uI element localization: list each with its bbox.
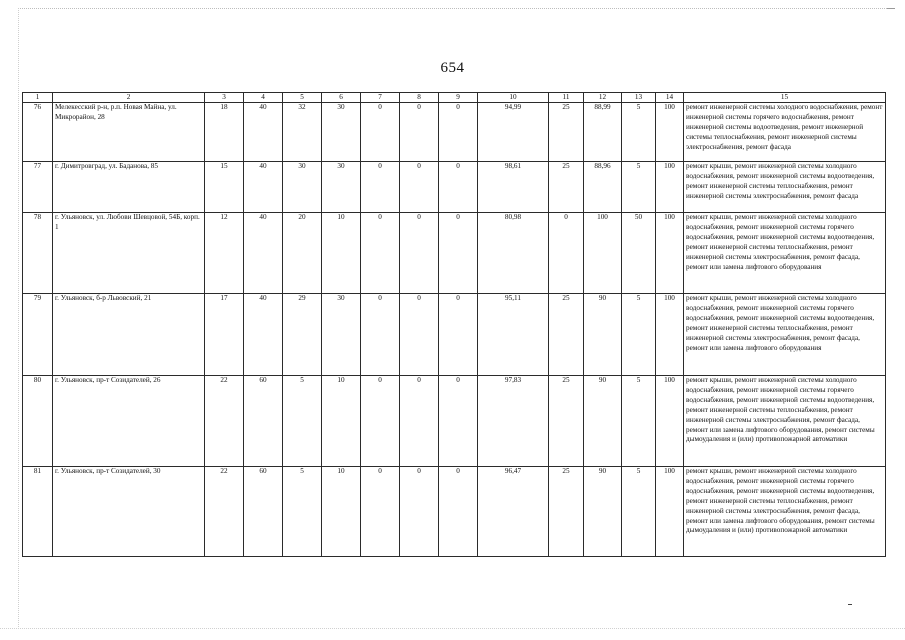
- table-cell: 100: [656, 103, 684, 162]
- table-row: [23, 294, 886, 376]
- table-cell: 20: [283, 213, 322, 294]
- table-cell: 30: [283, 162, 322, 213]
- table-cell: 60: [244, 467, 283, 557]
- table-cell: 88,96: [584, 162, 622, 213]
- column-header: 6: [322, 93, 361, 103]
- table-cell: 100: [656, 213, 684, 294]
- table-cell: 22: [205, 467, 244, 557]
- table-cell: 60: [244, 376, 283, 467]
- table-cell: 17: [205, 294, 244, 376]
- table-cell: 5: [622, 294, 656, 376]
- table-cell: 90: [584, 294, 622, 376]
- table-cell: 15: [205, 162, 244, 213]
- table-cell: 25: [549, 103, 584, 162]
- repair-works-cell: ремонт крыши, ремонт инженерной системы холодного водоснабжения, ремонт инженерной системы горячего водоснабжения, ремонт инженерной системы водоотведения, ремонт инженерной системы теплоснабжения, ремонт инженерной системы электроснабжения, ремонт фасада, ремонт или замена лифтового оборудования, ремонт системы дымоудаления и (или) противопожарной автоматики: [684, 376, 886, 467]
- table-cell: 10: [322, 213, 361, 294]
- address-cell: г. Димитровград, ул. Баданова, 85: [53, 162, 205, 213]
- table-cell: 0: [439, 376, 478, 467]
- row-number-cell: 76: [23, 103, 53, 162]
- address-cell: г. Ульяновск, б-р Львовский, 21: [53, 294, 205, 376]
- table-cell: 25: [549, 162, 584, 213]
- column-header: 5: [283, 93, 322, 103]
- table-cell: 100: [656, 162, 684, 213]
- table-cell: 40: [244, 213, 283, 294]
- table-cell: 5: [622, 162, 656, 213]
- table-cell: 0: [400, 162, 439, 213]
- repair-works-cell: ремонт инженерной системы холодного водоснабжения, ремонт инженерной системы горячего водоснабжения, ремонт инженерной системы водоотведения, ремонт инженерной системы теплоснабжения, ремонт инженерной системы электроснабжения, ремонт фасада: [684, 103, 886, 162]
- table-cell: 0: [439, 103, 478, 162]
- column-header: 8: [400, 93, 439, 103]
- table-cell: 88,99: [584, 103, 622, 162]
- table-cell: 5: [283, 376, 322, 467]
- table-cell: 0: [549, 213, 584, 294]
- table-cell: 25: [549, 376, 584, 467]
- column-header: 10: [478, 93, 549, 103]
- column-header: 9: [439, 93, 478, 103]
- column-header: 3: [205, 93, 244, 103]
- table-cell: 22: [205, 376, 244, 467]
- table-cell: 12: [205, 213, 244, 294]
- row-number-cell: 77: [23, 162, 53, 213]
- table-cell: 0: [361, 103, 400, 162]
- table-cell: 30: [322, 162, 361, 213]
- address-cell: Мелекесский р-н, р.п. Новая Майна, ул. Микрорайон, 28: [53, 103, 205, 162]
- table-cell: 30: [322, 294, 361, 376]
- table-cell: 0: [400, 213, 439, 294]
- table-cell: 5: [622, 376, 656, 467]
- column-header: 14: [656, 93, 684, 103]
- table-cell: 0: [361, 213, 400, 294]
- table-cell: 0: [439, 162, 478, 213]
- row-number-cell: 81: [23, 467, 53, 557]
- table-cell: 98,61: [478, 162, 549, 213]
- table-cell: 10: [322, 467, 361, 557]
- table-cell: 97,83: [478, 376, 549, 467]
- header-row: [23, 93, 886, 103]
- table-row: [23, 376, 886, 467]
- column-header: 13: [622, 93, 656, 103]
- table-cell: 94,99: [478, 103, 549, 162]
- table-cell: 0: [400, 103, 439, 162]
- column-header: 7: [361, 93, 400, 103]
- table-cell: 29: [283, 294, 322, 376]
- repair-works-cell: ремонт крыши, ремонт инженерной системы холодного водоснабжения, ремонт инженерной системы водоотведения, ремонт инженерной системы теплоснабжения, ремонт инженерной системы электроснабжения, ремонт фасада: [684, 162, 886, 213]
- repair-works-cell: ремонт крыши, ремонт инженерной системы холодного водоснабжения, ремонт инженерной системы горячего водоснабжения, ремонт инженерной системы водоотведения, ремонт инженерной системы теплоснабжения, ремонт инженерной системы электроснабжения, ремонт фасада, ремонт или замена лифтового оборудования: [684, 294, 886, 376]
- table-cell: 100: [584, 213, 622, 294]
- row-number-cell: 79: [23, 294, 53, 376]
- table-cell: 96,47: [478, 467, 549, 557]
- table-cell: 40: [244, 162, 283, 213]
- page-number: 654: [440, 60, 465, 76]
- table-cell: 50: [622, 213, 656, 294]
- table-row: [23, 162, 886, 213]
- table-cell: 100: [656, 467, 684, 557]
- table-row: [23, 213, 886, 294]
- repair-works-cell: ремонт крыши, ремонт инженерной системы холодного водоснабжения, ремонт инженерной системы горячего водоснабжения, ремонт инженерной системы водоотведения, ремонт инженерной системы теплоснабжения, ремонт инженерной системы электроснабжения, ремонт фасада, ремонт или замена лифтового оборудования: [684, 213, 886, 294]
- table-cell: 40: [244, 294, 283, 376]
- table-cell: 0: [400, 294, 439, 376]
- housing-repair-table: [22, 92, 886, 557]
- table-cell: 0: [361, 294, 400, 376]
- scan-speck: [848, 604, 852, 605]
- table-cell: 5: [622, 467, 656, 557]
- address-cell: г. Ульяновск, пр-т Созидателей, 30: [53, 467, 205, 557]
- column-header: 4: [244, 93, 283, 103]
- column-header: 2: [53, 93, 205, 103]
- table-cell: 0: [361, 467, 400, 557]
- row-number-cell: 80: [23, 376, 53, 467]
- table-cell: 90: [584, 376, 622, 467]
- scan-corner-mark: [887, 8, 895, 9]
- table-row: [23, 103, 886, 162]
- table-cell: 0: [439, 213, 478, 294]
- table-cell: 40: [244, 103, 283, 162]
- table-cell: 0: [400, 376, 439, 467]
- column-header: 15: [684, 93, 886, 103]
- address-cell: г. Ульяновск, ул. Любови Шевцовой, 54Б, корп. 1: [53, 213, 205, 294]
- table-cell: 0: [439, 467, 478, 557]
- column-header: 12: [584, 93, 622, 103]
- table-row: [23, 467, 886, 557]
- repair-works-cell: ремонт крыши, ремонт инженерной системы холодного водоснабжения, ремонт инженерной системы горячего водоснабжения, ремонт инженерной системы водоотведения, ремонт инженерной системы теплоснабжения, ремонт инженерной системы электроснабжения, ремонт фасада, ремонт или замена лифтового оборудования, ремонт системы дымоудаления и (или) противопожарной автоматики: [684, 467, 886, 557]
- column-header: 1: [23, 93, 53, 103]
- column-header: 11: [549, 93, 584, 103]
- table-cell: 32: [283, 103, 322, 162]
- table-cell: 90: [584, 467, 622, 557]
- table-cell: 5: [283, 467, 322, 557]
- table-cell: 95,11: [478, 294, 549, 376]
- table-cell: 0: [400, 467, 439, 557]
- table-cell: 25: [549, 467, 584, 557]
- table-cell: 10: [322, 376, 361, 467]
- table-cell: 0: [361, 376, 400, 467]
- table-cell: 18: [205, 103, 244, 162]
- table-cell: 30: [322, 103, 361, 162]
- table-cell: 80,98: [478, 213, 549, 294]
- table-cell: 25: [549, 294, 584, 376]
- row-number-cell: 78: [23, 213, 53, 294]
- table-cell: 100: [656, 294, 684, 376]
- table-cell: 5: [622, 103, 656, 162]
- scan-bottom-edge: [0, 628, 905, 631]
- address-cell: г. Ульяновск, пр-т Созидателей, 26: [53, 376, 205, 467]
- table-cell: 0: [361, 162, 400, 213]
- table-cell: 100: [656, 376, 684, 467]
- table-cell: 0: [439, 294, 478, 376]
